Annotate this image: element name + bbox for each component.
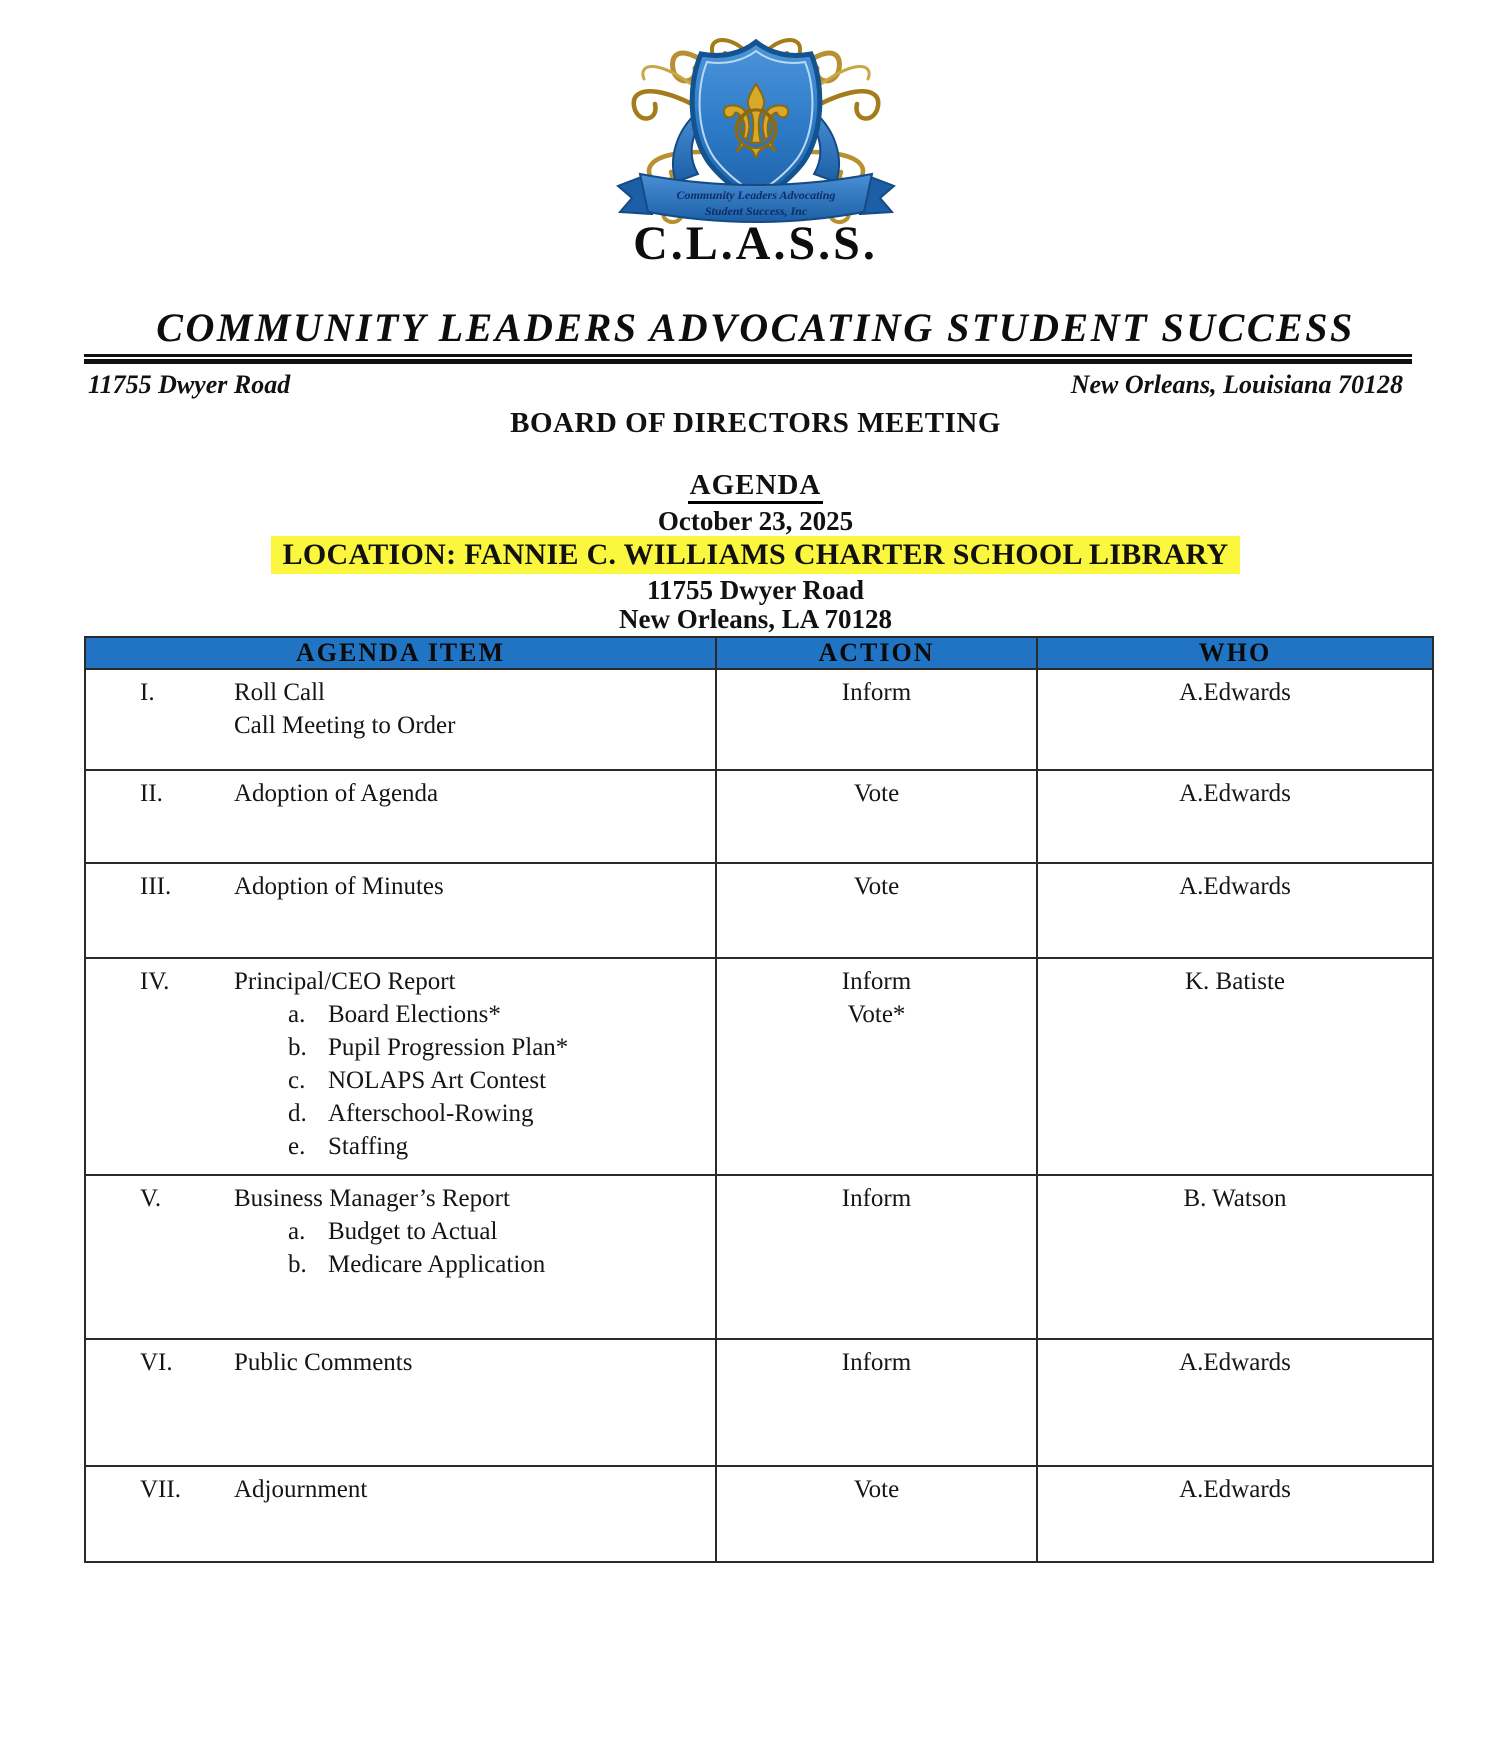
table-row [85,1175,1433,1339]
item-numeral: III. [140,873,172,900]
item-text: Adoption of Agenda [234,780,439,807]
agenda-item-cell [85,669,716,770]
logo-area [0,0,1511,218]
sub-item: c. NOLAPS Art Contest [288,1067,547,1094]
who-cell: A.Edwards [1037,770,1433,863]
org-crest-logo [606,24,906,236]
agenda-item-cell [85,958,716,1175]
letterhead-rule [84,354,1412,364]
meeting-date: October 23, 2025 [657,506,854,536]
agenda-item-cell [85,770,716,863]
meeting-address-line1: 11755 Dwyer Road [646,575,864,605]
sub-item: a. Budget to Actual [288,1218,498,1245]
table-row [85,770,1433,863]
item-text: Public Comments [234,1349,413,1376]
who-cell: A.Edwards [1037,863,1433,958]
sub-item: a. Board Elections* [288,1001,501,1028]
item-numeral: II. [140,780,163,807]
action-cell: Inform [716,1175,1037,1339]
column-header-action: ACTION [716,637,1037,669]
agenda-item-cell [85,863,716,958]
agenda-table [84,636,1434,1563]
action-cell: Inform [716,1339,1037,1466]
item-text: Roll Call [234,679,325,706]
item-numeral: VI. [140,1349,173,1376]
item-numeral: IV. [140,968,170,995]
action-cell: Vote [716,863,1037,958]
who-cell: A.Edwards [1037,1466,1433,1562]
table-row [85,958,1433,1175]
table-row [85,669,1433,770]
who-cell: B. Watson [1037,1175,1433,1339]
crest-shield [692,42,820,202]
table-row [85,1339,1433,1466]
meeting-title: BOARD OF DIRECTORS MEETING [510,407,1001,439]
org-full-name: COMMUNITY LEADERS ADVOCATING STUDENT SUCCESS [156,305,1355,350]
who-cell: A.Edwards [1037,669,1433,770]
meeting-address-line2: New Orleans, LA 70128 [619,604,892,634]
item-numeral: V. [140,1185,162,1212]
action-cell: Vote [716,1466,1037,1562]
item-text: Principal/CEO Report [234,968,456,995]
action-cell: Vote [716,770,1037,863]
fleur-de-lis-icon: ⚜ [710,64,801,181]
action-cell: Inform [716,669,1037,770]
agenda-item-cell [85,1466,716,1562]
meeting-location-highlighted: LOCATION: FANNIE C. WILLIAMS CHARTER SCHOOL LIBRARY [271,536,1241,574]
org-acronym: C.L.A.S.S. [633,217,878,270]
sub-item: e. Staffing [288,1133,409,1160]
agenda-item-cell [85,1175,716,1339]
sub-item: b. Medicare Application [288,1251,546,1278]
item-numeral: I. [140,679,155,706]
sub-item: d. Afterschool-Rowing [288,1100,534,1127]
item-numeral: VII. [140,1476,181,1503]
item-text: Adjournment [234,1476,368,1503]
letterhead-address-right: New Orleans, Louisiana 70128 [1070,370,1403,399]
table-row [85,863,1433,958]
column-header-agenda-item: AGENDA ITEM [85,637,716,669]
letterhead-address-left: 11755 Dwyer Road [88,370,291,399]
item-text: Adoption of Minutes [234,873,444,900]
item-text: Business Manager’s Report [234,1185,510,1212]
item-text: Call Meeting to Order [234,712,456,739]
banner-text-line1: Community Leaders Advocating [676,188,835,202]
agenda-heading: AGENDA [688,470,824,504]
action-cell: Inform Vote* [716,958,1037,1175]
letterhead-address-row [0,369,1511,401]
sub-item: b. Pupil Progression Plan* [288,1034,569,1061]
who-cell: A.Edwards [1037,1339,1433,1466]
agenda-item-cell [85,1339,716,1466]
banner-text-line2: Student Success, Inc [704,204,807,218]
table-header-row [85,637,1433,669]
column-header-who: WHO [1037,637,1433,669]
table-row [85,1466,1433,1562]
who-cell: K. Batiste [1037,958,1433,1175]
